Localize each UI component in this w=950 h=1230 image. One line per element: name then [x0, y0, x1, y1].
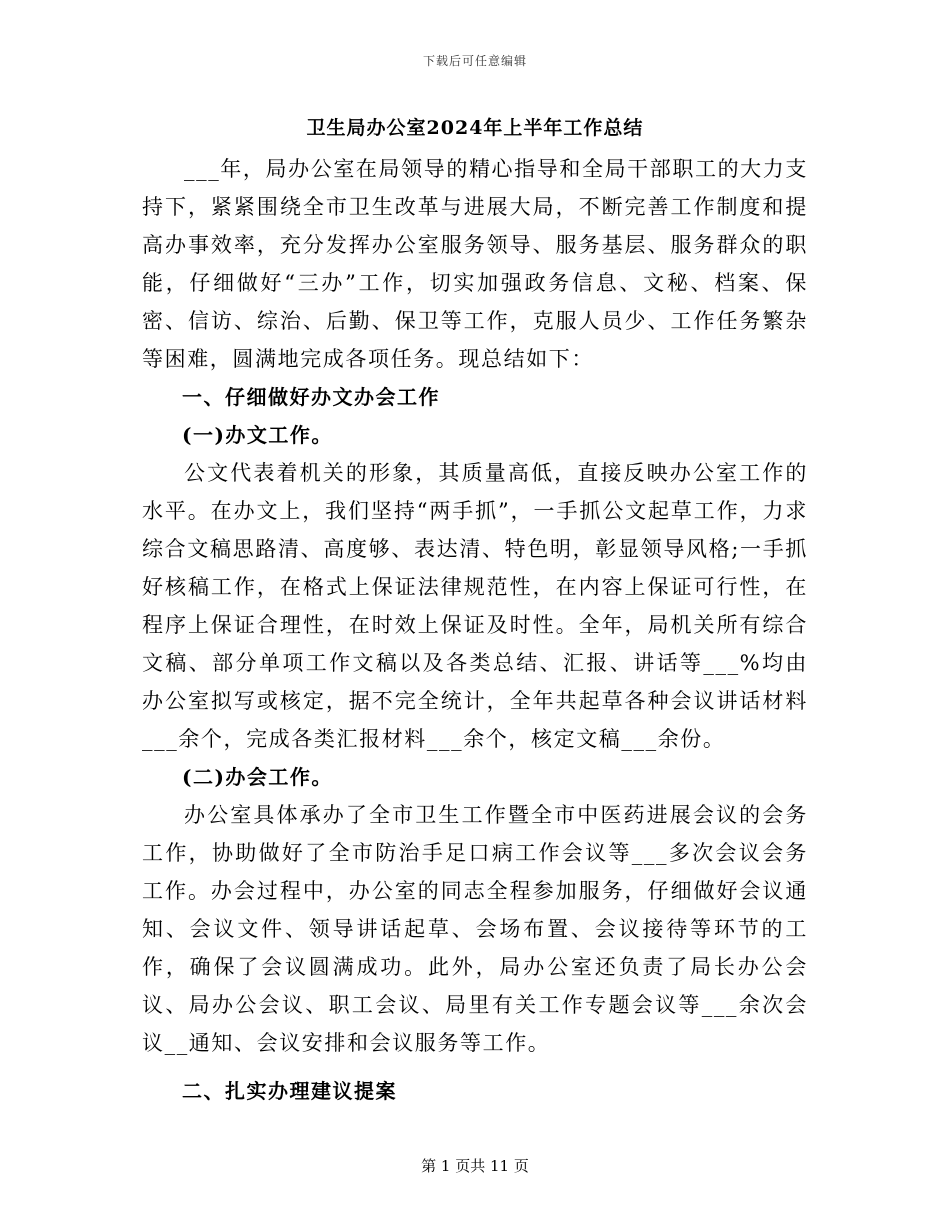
subsection-2-heading: (二)办会工作。: [182, 765, 333, 789]
document-body: [142, 106, 808, 1110]
subsection-1-paragraph: 公文代表着机关的形象，其质量高低，直接反映办公室工作的水平。在办文上，我们坚持“两手抓”，一手抓公文起草工作，力求综合文稿思路清、高度够、表达清、特色明，彰显领导风格;一手抓好核稿工作，在格式上保证法律规范性，在内容上保证可行性，在程序上保证合理性，在时效上保证及时性。全年，局机关所有综合文稿、部分单项工作文稿以及各类总结、汇报、讲话等___%均由办公室拟写或核定，据不完全统计，全年共起草各种会议讲话材料___余个，完成各类汇报材料___余个，核定文稿___余份。: [142, 461, 808, 751]
document-title: 卫生局办公室2024年上半年工作总结: [306, 117, 644, 139]
subsection-1-heading: (一)办文工作。: [182, 423, 333, 447]
section-2-heading: 二、扎实办理建议提案: [182, 1079, 397, 1103]
intro-paragraph: ___年，局办公室在局领导的精心指导和全局干部职工的大力支持下，紧紧围绕全市卫生改革与进展大局，不断完善工作制度和提高办事效率，充分发挥办公室服务领导、服务基层、服务群众的职能，仔细做好“三办”工作，切实加强政务信息、文秘、档案、保密、信访、综治、后勤、保卫等工作，克服人员少、工作任务繁杂等困难，圆满地完成各项任务。现总结如下：: [142, 157, 808, 371]
page-number: 第 1 页共 11 页: [421, 1157, 529, 1175]
subsection-2-paragraph: 办公室具体承办了全市卫生工作暨全市中医药进展会议的会务工作，协助做好了全市防治手足口病工作会议等___多次会议会务工作。办会过程中，办公室的同志全程参加服务，仔细做好会议通知、会议文件、领导讲话起草、会场布置、会议接待等环节的工作，确保了会议圆满成功。此外，局办公室还负责了局长办公会议、局办公会议、职工会议、局里有关工作专题会议等___余次会议__通知、会议安排和会议服务等工作。: [142, 803, 808, 1055]
page-header-note: 下载后可任意编辑: [422, 54, 527, 68]
section-1-heading: 一、仔细做好办文办会工作: [182, 385, 440, 409]
